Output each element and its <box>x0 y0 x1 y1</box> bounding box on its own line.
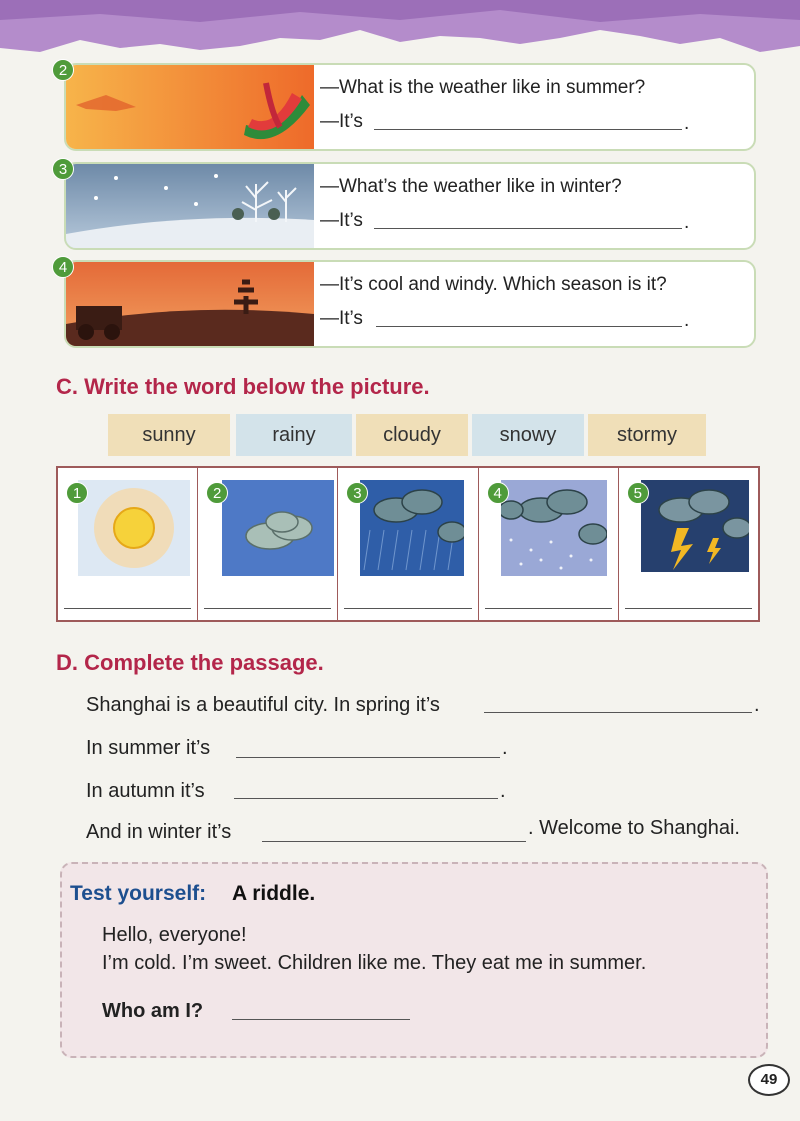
question-number-badge: 2 <box>52 59 74 81</box>
answer-period: . <box>684 212 690 233</box>
word-box-snowy: snowy <box>472 414 584 456</box>
passage-period: . <box>502 737 508 759</box>
autumn-picture <box>66 262 314 346</box>
answer-blank[interactable] <box>234 798 498 799</box>
picture-number-badge: 1 <box>66 482 88 504</box>
word-box-rainy: rainy <box>236 414 352 456</box>
rain-cloud-icon <box>360 480 464 576</box>
word-box-stormy: stormy <box>588 414 706 456</box>
cloud-icon <box>222 480 334 576</box>
passage-line-1: Shanghai is a beautiful city. In spring it’s <box>86 694 440 716</box>
passage-line-4-start: And in winter it’s <box>86 821 232 843</box>
passage-line-2: In summer it’s <box>86 737 211 759</box>
picture-cell-3 <box>338 468 478 620</box>
answer-blank[interactable] <box>262 841 526 842</box>
answer-blank[interactable] <box>64 608 191 609</box>
question-text: —What is the weather like in summer? <box>320 77 646 98</box>
snow-cloud-icon <box>501 480 607 576</box>
picture-number-badge: 4 <box>487 482 509 504</box>
picture-number-badge: 3 <box>346 482 368 504</box>
answer-blank[interactable] <box>344 608 471 609</box>
answer-period: . <box>684 113 690 134</box>
section-d-title: D. Complete the passage. <box>56 650 324 675</box>
summer-picture <box>66 65 314 149</box>
answer-blank[interactable] <box>232 1019 410 1020</box>
question-text: —What’s the weather like in winter? <box>320 176 622 197</box>
riddle-clues: I’m cold. I’m sweet. Children like me. They eat me in summer. <box>102 952 647 974</box>
header-decoration <box>0 0 800 70</box>
answer-blank[interactable] <box>204 608 331 609</box>
question-card-4 <box>58 259 756 348</box>
answer-blank[interactable] <box>625 608 752 609</box>
passage-line-4-end: . Welcome to Shanghai. <box>528 817 740 839</box>
answer-prefix: —It’s <box>320 111 363 132</box>
passage-line-3: In autumn it’s <box>86 780 205 802</box>
picture-grid <box>56 466 760 622</box>
answer-prefix: —It’s <box>320 308 363 329</box>
picture-cell-4 <box>479 468 619 620</box>
riddle-title: A riddle. <box>232 882 316 905</box>
question-text: —It’s cool and windy. Which season is it? <box>320 274 667 295</box>
section-c-title: C. Write the word below the picture. <box>56 374 430 399</box>
picture-number-badge: 2 <box>206 482 228 504</box>
answer-blank[interactable] <box>484 712 752 713</box>
question-card-2 <box>58 62 756 151</box>
sun-icon <box>78 480 190 576</box>
passage-period: . <box>500 780 506 802</box>
riddle-question: Who am I? <box>102 1000 204 1022</box>
riddle-greeting: Hello, everyone! <box>102 924 247 946</box>
picture-cell-5 <box>619 468 758 620</box>
word-box-sunny: sunny <box>108 414 230 456</box>
answer-blank[interactable] <box>376 326 682 327</box>
picture-cell-1 <box>58 468 198 620</box>
answer-period: . <box>684 310 690 331</box>
page-number: 49 <box>748 1064 790 1096</box>
answer-prefix: —It’s <box>320 210 363 231</box>
answer-blank[interactable] <box>374 228 682 229</box>
answer-blank[interactable] <box>485 608 612 609</box>
answer-blank[interactable] <box>374 129 682 130</box>
winter-picture <box>66 164 314 248</box>
storm-cloud-icon <box>641 480 749 572</box>
picture-cell-2 <box>198 468 338 620</box>
picture-number-badge: 5 <box>627 482 649 504</box>
question-number-badge: 4 <box>52 256 74 278</box>
answer-blank[interactable] <box>236 757 500 758</box>
question-card-3 <box>58 161 756 250</box>
question-number-badge: 3 <box>52 158 74 180</box>
passage-period: . <box>754 694 760 716</box>
test-yourself-label: Test yourself: <box>70 882 207 905</box>
word-box-cloudy: cloudy <box>356 414 468 456</box>
